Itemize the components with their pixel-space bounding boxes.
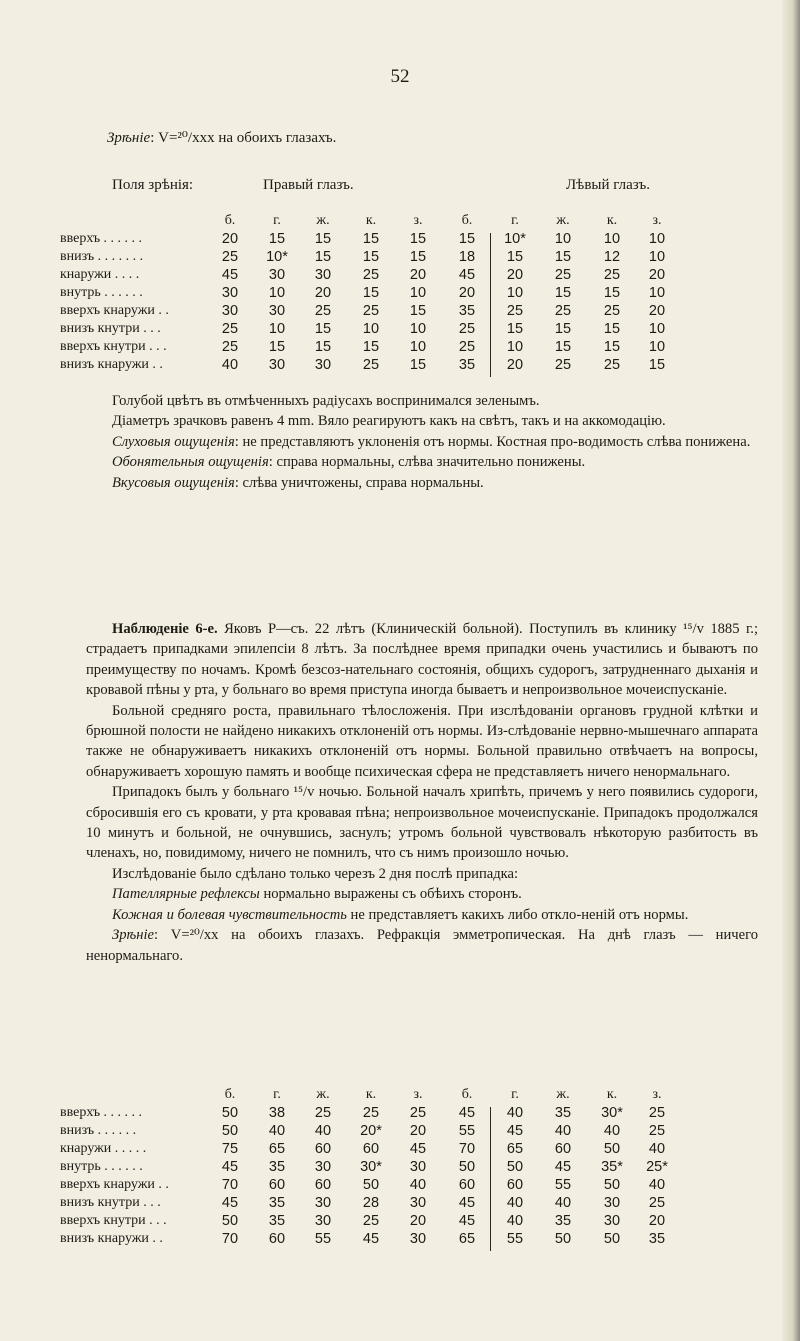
page-number: 52 xyxy=(390,66,410,87)
col-header-left: б. xyxy=(461,1087,473,1102)
col-header-right: к. xyxy=(365,213,377,228)
row-label: вверхъ . . . . . . xyxy=(60,231,143,246)
left-eye-cell: 50 xyxy=(554,1231,572,1247)
right-eye-cell: 60 xyxy=(268,1231,286,1247)
left-eye-cell: 60 xyxy=(506,1177,524,1193)
right-eye-cell: 35 xyxy=(268,1195,286,1211)
skin-sensitivity-text: не представляетъ какихъ либо откло-неній отъ нормы. xyxy=(346,906,689,923)
page-edge-shadow xyxy=(782,0,800,1341)
right-eye-cell: 15 xyxy=(409,303,427,319)
left-eye-cell: 55 xyxy=(554,1177,572,1193)
left-eye-cell: 10 xyxy=(554,231,572,247)
right-eye-cell: 25 xyxy=(362,303,380,319)
hearing-text: : не представляютъ уклоненія отъ нормы. Костная про-водимость слѣва понижена. xyxy=(234,433,751,450)
taste-text: : слѣва уничтожены, справа нормальны. xyxy=(234,474,484,491)
left-eye-cell: 15 xyxy=(554,339,572,355)
right-eye-cell: 45 xyxy=(221,267,239,283)
row-label: вверхъ кнутри . . . xyxy=(60,339,167,354)
right-eye-cell: 20 xyxy=(409,1213,427,1229)
left-eye-cell: 65 xyxy=(506,1141,524,1157)
left-eye-cell: 45 xyxy=(458,1195,476,1211)
left-eye-cell: 15 xyxy=(506,249,524,265)
right-eye-cell: 25 xyxy=(221,249,239,265)
left-eye-cell: 15 xyxy=(554,321,572,337)
row-label: вверхъ . . . . . . xyxy=(60,1105,143,1120)
smell-label: Обонятельныя ощущенія xyxy=(112,454,269,471)
right-eye-cell: 20 xyxy=(221,231,239,247)
col-header-left: з. xyxy=(652,213,662,228)
right-eye-cell: 25 xyxy=(362,267,380,283)
right-eye-cell: 30* xyxy=(360,1159,382,1175)
right-eye-cell: 60 xyxy=(362,1141,380,1157)
left-eye-cell: 20 xyxy=(648,303,666,319)
left-eye-cell: 25 xyxy=(648,1123,666,1139)
col-header-left: з. xyxy=(652,1087,662,1102)
observation-paragraph-4: Изслѣдованіе было сдѣлано только черезъ 2 дня послѣ припадка: xyxy=(112,865,519,882)
right-eye-cell: 60 xyxy=(314,1141,332,1157)
left-eye-cell: 30* xyxy=(601,1105,623,1121)
right-eye-cell: 38 xyxy=(268,1105,286,1121)
right-eye-cell: 15 xyxy=(409,249,427,265)
observation-title: Наблюденіе 6-е. xyxy=(112,621,218,637)
left-eye-cell: 15 xyxy=(648,357,666,373)
left-eye-cell: 45 xyxy=(458,1213,476,1229)
taste-paragraph xyxy=(86,473,758,493)
observation-paragraph-2: Больной средняго роста, правильнаго тѣлосложенія. При изслѣдованіи органовъ грудной клѣтки и брюшной полости не найдено никакихъ отклоненій отъ нормы. Из-слѣдованіе нервно-мышечнаго аппарата также не обнаруживаетъ никакихъ отклоненій отъ нормы. Больной правильно отвѣчаетъ на вопросы, обнаруживаетъ хорошую память и вообще психическая сфера не представляетъ ничего ненормальнаго. xyxy=(86,702,758,780)
col-header-left: ж. xyxy=(556,213,570,228)
right-eye-cell: 20 xyxy=(409,1123,427,1139)
right-eye-cell: 40 xyxy=(268,1123,286,1139)
left-eye-cell: 40 xyxy=(554,1123,572,1139)
col-header-left: ж. xyxy=(556,1087,570,1102)
left-eye-cell: 15 xyxy=(506,321,524,337)
right-eye-cell: 45 xyxy=(362,1231,380,1247)
right-eye-cell: 15 xyxy=(314,231,332,247)
observation-text-1: Яковъ Р—съ. 22 лѣтъ (Клиническій больной). Поступилъ въ клинику ¹⁵/v 1885 г.; страдаетъ припадками эпилепсіи 8 лѣтъ. За послѣднее время припадки очень участились и бываютъ по преимуществу по ночамъ. Кромѣ безсоз-нательнаго состоянія, общихъ судорогъ, затрудненнаго дыханія и кровавой пѣны у рта, у больнаго во время приступа иногда бываетъ и непроизвольное мочеиспусканіе. xyxy=(86,621,759,699)
right-eye-cell: 30 xyxy=(409,1195,427,1211)
left-eye-cell: 50 xyxy=(506,1159,524,1175)
left-eye-cell: 10 xyxy=(506,285,524,301)
right-eye-cell: 15 xyxy=(314,339,332,355)
right-eye-cell: 50 xyxy=(221,1213,239,1229)
left-eye-cell: 35 xyxy=(648,1231,666,1247)
row-label: внизъ кнутри . . . xyxy=(60,1195,161,1210)
row-label: кнаружи . . . . xyxy=(60,267,140,282)
right-eye-cell: 15 xyxy=(362,231,380,247)
right-eye-cell: 28 xyxy=(362,1195,380,1211)
right-eye-cell: 10 xyxy=(409,321,427,337)
right-eye-cell: 25 xyxy=(221,339,239,355)
left-eye-cell: 50 xyxy=(603,1177,621,1193)
col-header-left: б. xyxy=(461,213,473,228)
col-header-left: г. xyxy=(511,213,519,228)
left-eye-cell: 45 xyxy=(458,267,476,283)
left-eye-cell: 40 xyxy=(648,1141,666,1157)
row-label: вверхъ кнутри . . . xyxy=(60,1213,167,1228)
left-eye-cell: 55 xyxy=(458,1123,476,1139)
right-eye-cell: 60 xyxy=(314,1177,332,1193)
right-eye-cell: 70 xyxy=(221,1177,239,1193)
right-eye-cell: 20* xyxy=(360,1123,382,1139)
left-eye-cell: 50 xyxy=(603,1141,621,1157)
skin-sensitivity-label: Кожная и болевая чувствительность xyxy=(112,906,347,923)
reflex-text: нормально выражены съ обѣихъ сторонъ. xyxy=(259,886,522,903)
col-header-left: г. xyxy=(511,1087,519,1102)
right-eye-cell: 25 xyxy=(362,1105,380,1121)
taste-label: Вкусовыя ощущенія xyxy=(112,474,235,491)
right-eye-cell: 15 xyxy=(409,231,427,247)
right-eye-cell: 60 xyxy=(268,1177,286,1193)
right-eye-cell: 25 xyxy=(362,357,380,373)
right-eye-cell: 30 xyxy=(314,1159,332,1175)
right-eye-cell: 15 xyxy=(268,339,286,355)
row-label: внизъ . . . . . . xyxy=(60,1123,137,1138)
left-eye-cell: 15 xyxy=(554,285,572,301)
left-eye-cell: 25 xyxy=(554,357,572,373)
right-eye-cell: 75 xyxy=(221,1141,239,1157)
left-eye-cell: 55 xyxy=(506,1231,524,1247)
col-header-right: г. xyxy=(273,1087,281,1102)
findings-block xyxy=(86,391,758,493)
left-eye-cell: 25 xyxy=(603,267,621,283)
right-eye-cell: 45 xyxy=(221,1159,239,1175)
right-eye-cell: 30 xyxy=(268,267,286,283)
right-eye-cell: 10 xyxy=(268,321,286,337)
color-perception-text: Голубой цвѣтъ въ отмѣченныхъ радіусахъ воспринимался зеленымъ. xyxy=(112,393,540,409)
right-eye-cell: 15 xyxy=(362,339,380,355)
right-eye-cell: 50 xyxy=(362,1177,380,1193)
vision-label: Зрѣніе xyxy=(107,130,151,146)
left-eye-cell: 25* xyxy=(646,1159,668,1175)
right-eye-cell: 25 xyxy=(221,321,239,337)
left-eye-cell: 18 xyxy=(458,249,476,265)
left-eye-cell: 65 xyxy=(458,1231,476,1247)
left-eye-cell: 10* xyxy=(504,231,526,247)
left-eye-cell: 25 xyxy=(554,267,572,283)
right-eye-cell: 40 xyxy=(221,357,239,373)
left-eye-cell: 35 xyxy=(554,1105,572,1121)
right-eye-cell: 15 xyxy=(268,231,286,247)
row-label: кнаружи . . . . . xyxy=(60,1141,147,1156)
left-eye-cell: 25 xyxy=(603,357,621,373)
left-eye-cell: 60 xyxy=(554,1141,572,1157)
smell-text: : справа нормальны, слѣва значительно понижены. xyxy=(268,454,586,471)
left-eye-cell: 10 xyxy=(603,231,621,247)
right-eye-cell: 50 xyxy=(221,1123,239,1139)
left-eye-cell: 45 xyxy=(506,1123,524,1139)
col-header-right: г. xyxy=(273,213,281,228)
hearing-label: Слуховыя ощущенія xyxy=(112,433,235,450)
left-eye-cell: 35 xyxy=(458,303,476,319)
left-eye-cell: 35* xyxy=(601,1159,623,1175)
left-eye-cell: 15 xyxy=(458,231,476,247)
left-eye-cell: 40 xyxy=(506,1213,524,1229)
vision-paragraph-2 xyxy=(86,925,758,966)
left-eye-cell: 25 xyxy=(648,1105,666,1121)
vision-label-2: Зрѣніе xyxy=(112,927,155,944)
right-eye-cell: 10 xyxy=(409,339,427,355)
left-eye-cell: 10 xyxy=(648,339,666,355)
right-eye-cell: 35 xyxy=(268,1159,286,1175)
left-eye-cell: 40 xyxy=(648,1177,666,1193)
right-eye-cell: 30 xyxy=(314,357,332,373)
left-eye-cell: 45 xyxy=(458,1105,476,1121)
left-eye-cell: 15 xyxy=(603,285,621,301)
right-eye-cell: 15 xyxy=(314,321,332,337)
right-eye-cell: 15 xyxy=(362,285,380,301)
smell-paragraph xyxy=(86,452,758,472)
col-header-right: з. xyxy=(413,1087,423,1102)
vision-text-2: : V=²⁰/xx на обоихъ глазахъ. Рефракція эмметропическая. На днѣ глазъ — ничего ненормальнаго. xyxy=(86,927,758,964)
col-header-right: к. xyxy=(365,1087,377,1102)
right-eye-header: Правый глазъ. xyxy=(263,177,354,193)
observation-paragraph-1 xyxy=(86,619,758,701)
left-eye-cell: 40 xyxy=(506,1195,524,1211)
right-eye-cell: 25 xyxy=(362,1213,380,1229)
col-header-left: к. xyxy=(606,213,618,228)
observation-block xyxy=(86,619,758,966)
left-eye-cell: 25 xyxy=(506,303,524,319)
right-eye-cell: 55 xyxy=(314,1231,332,1247)
right-eye-cell: 15 xyxy=(409,357,427,373)
left-eye-cell: 15 xyxy=(554,249,572,265)
reflex-label: Пателлярные рефлексы xyxy=(112,886,260,903)
reflex-paragraph xyxy=(86,884,758,904)
left-eye-cell: 10 xyxy=(506,339,524,355)
right-eye-cell: 65 xyxy=(268,1141,286,1157)
left-eye-header: Лѣвый глазъ. xyxy=(566,177,650,193)
col-header-right: б. xyxy=(224,1087,236,1102)
table-divider xyxy=(490,233,491,377)
left-eye-cell: 12 xyxy=(603,249,621,265)
left-eye-cell: 20 xyxy=(506,357,524,373)
left-eye-cell: 50 xyxy=(603,1231,621,1247)
right-eye-cell: 35 xyxy=(268,1213,286,1229)
right-eye-cell: 45 xyxy=(409,1141,427,1157)
left-eye-cell: 25 xyxy=(554,303,572,319)
left-eye-cell: 10 xyxy=(648,321,666,337)
right-eye-cell: 10 xyxy=(268,285,286,301)
right-eye-cell: 40 xyxy=(314,1123,332,1139)
right-eye-cell: 30 xyxy=(409,1231,427,1247)
right-eye-cell: 15 xyxy=(314,249,332,265)
col-header-right: ж. xyxy=(316,1087,330,1102)
left-eye-cell: 25 xyxy=(648,1195,666,1211)
row-label: внизъ . . . . . . . xyxy=(60,249,144,264)
left-eye-cell: 20 xyxy=(648,1213,666,1229)
left-eye-cell: 70 xyxy=(458,1141,476,1157)
left-eye-cell: 40 xyxy=(554,1195,572,1211)
right-eye-cell: 30 xyxy=(221,303,239,319)
row-label: внутрь . . . . . . xyxy=(60,285,143,300)
col-header-right: б. xyxy=(224,213,236,228)
row-label: внизъ кнаружи . . xyxy=(60,1231,163,1246)
left-eye-cell: 20 xyxy=(458,285,476,301)
col-header-right: з. xyxy=(413,213,423,228)
left-eye-cell: 10 xyxy=(648,285,666,301)
observation-paragraph-3: Припадокъ былъ у больнаго ¹⁵/v ночью. Больной началъ хрипѣть, причемъ у него появились судороги, сбросившія его съ кровати, у рта кровавая пѣна; непроизвольное мочеиспусканіе. Припадокъ продолжался 10 минутъ и больной, не очнувшись, заснулъ; утромъ больной чувствовалъ нѣкоторую разбитость въ членахъ, но, повидимому, ничего не помнилъ, что съ нимъ произошло ночью. xyxy=(86,784,758,862)
table-divider xyxy=(490,1107,491,1251)
right-eye-cell: 45 xyxy=(221,1195,239,1211)
right-eye-cell: 25 xyxy=(409,1105,427,1121)
left-eye-cell: 40 xyxy=(603,1123,621,1139)
right-eye-cell: 20 xyxy=(314,285,332,301)
col-header-left: к. xyxy=(606,1087,618,1102)
right-eye-cell: 30 xyxy=(314,1213,332,1229)
right-eye-cell: 30 xyxy=(409,1159,427,1175)
left-eye-cell: 25 xyxy=(458,321,476,337)
right-eye-cell: 10 xyxy=(362,321,380,337)
vision-line xyxy=(107,128,336,147)
left-eye-cell: 30 xyxy=(603,1195,621,1211)
right-eye-cell: 25 xyxy=(314,303,332,319)
row-label: вверхъ кнаружи . . xyxy=(60,1177,169,1192)
row-label: внутрь . . . . . . xyxy=(60,1159,143,1174)
pupil-text: Діаметръ зрачковъ равенъ 4 mm. Вяло реагируютъ какъ на свѣтъ, такъ и на аккомодацію. xyxy=(112,413,666,430)
vision-value: : V=²⁰/xxx на обоихъ глазахъ. xyxy=(150,130,337,146)
row-label: вверхъ кнаружи . . xyxy=(60,303,169,318)
right-eye-cell: 50 xyxy=(221,1105,239,1121)
left-eye-cell: 15 xyxy=(603,321,621,337)
left-eye-cell: 45 xyxy=(554,1159,572,1175)
right-eye-cell: 30 xyxy=(221,285,239,301)
right-eye-cell: 15 xyxy=(362,249,380,265)
left-eye-cell: 15 xyxy=(603,339,621,355)
left-eye-cell: 10 xyxy=(648,231,666,247)
skin-sensitivity-paragraph xyxy=(86,905,758,925)
row-label: внизъ кнутри . . . xyxy=(60,321,161,336)
right-eye-cell: 30 xyxy=(268,303,286,319)
left-eye-cell: 50 xyxy=(458,1159,476,1175)
left-eye-cell: 60 xyxy=(458,1177,476,1193)
right-eye-cell: 30 xyxy=(268,357,286,373)
hearing-paragraph xyxy=(86,432,758,452)
left-eye-cell: 20 xyxy=(648,267,666,283)
right-eye-cell: 10* xyxy=(266,249,288,265)
left-eye-cell: 25 xyxy=(458,339,476,355)
right-eye-cell: 30 xyxy=(314,267,332,283)
fields-title: Поля зрѣнія: xyxy=(112,177,194,193)
left-eye-cell: 40 xyxy=(506,1105,524,1121)
right-eye-cell: 25 xyxy=(314,1105,332,1121)
left-eye-cell: 20 xyxy=(506,267,524,283)
right-eye-cell: 10 xyxy=(409,285,427,301)
right-eye-cell: 70 xyxy=(221,1231,239,1247)
right-eye-cell: 20 xyxy=(409,267,427,283)
left-eye-cell: 10 xyxy=(648,249,666,265)
left-eye-cell: 35 xyxy=(458,357,476,373)
right-eye-cell: 40 xyxy=(409,1177,427,1193)
left-eye-cell: 35 xyxy=(554,1213,572,1229)
left-eye-cell: 30 xyxy=(603,1213,621,1229)
col-header-right: ж. xyxy=(316,213,330,228)
left-eye-cell: 25 xyxy=(603,303,621,319)
row-label: внизъ кнаружи . . xyxy=(60,357,163,372)
right-eye-cell: 30 xyxy=(314,1195,332,1211)
